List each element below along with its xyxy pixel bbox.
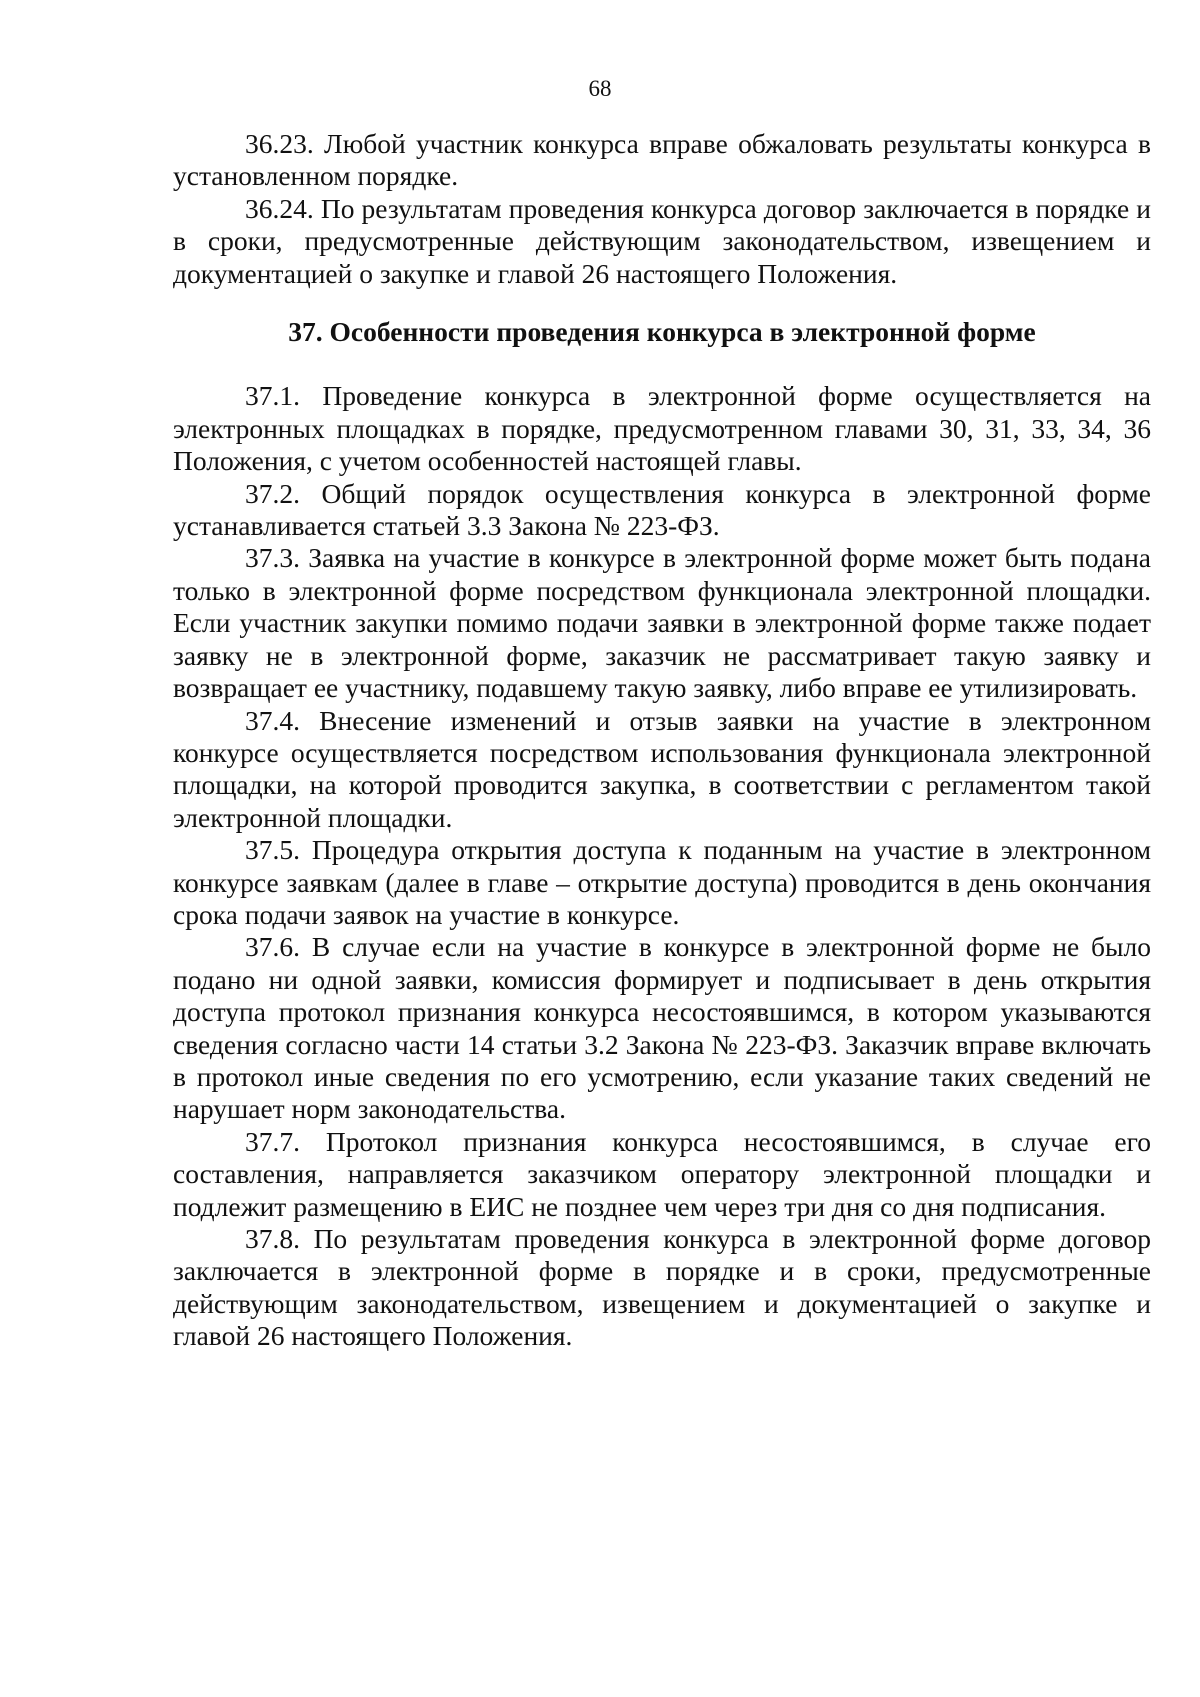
- paragraph-37-4: 37.4. Внесение изменений и отзыв заявки на участие в электронном конкурсе осуществляется посредством использования функционала электронной площадки, на которой проводится закупка, в соответствии с регламентом такой электронной площадки.: [173, 704, 1151, 833]
- paragraph-37-1: 37.1. Проведение конкурса в электронной форме осуществляется на электронных площадках в порядке, предусмотренном главами 30, 31, 33, 34, 36 Положения, с учетом особенностей настоящей главы.: [173, 380, 1151, 477]
- paragraph-37-7: 37.7. Протокол признания конкурса несостоявшимся, в случае его составления, направляется заказчиком оператору электронной площадки и подлежит размещению в ЕИС не позднее чем через три дня со дня подписания.: [173, 1125, 1151, 1222]
- paragraph-37-3: 37.3. Заявка на участие в конкурсе в электронной форме может быть подана только в электронной форме посредством функционала электронной площадки. Если участник закупки помимо подачи заявки в электронной форме также подает заявку не в электронной форме, заказчик не рассматривает такую заявку и возвращает ее участнику, подавшему такую заявку, либо вправе ее утилизировать.: [173, 542, 1151, 704]
- document-body: [173, 128, 1151, 1353]
- section-heading: 37. Особенности проведения конкурса в электронной форме: [288, 316, 1036, 348]
- paragraph-37-8: 37.8. По результатам проведения конкурса в электронной форме договор заключается в электронной форме в порядке и в сроки, предусмотренные действующим законодательством, извещением и документацией о закупке и главой 26 настоящего Положения.: [173, 1223, 1151, 1352]
- page-number: 68: [588, 76, 612, 101]
- paragraph-37-5: 37.5. Процедура открытия доступа к поданным на участие в электронном конкурсе заявкам (далее в главе – открытие доступа) проводится в день окончания срока подачи заявок на участие в конкурсе.: [173, 834, 1151, 930]
- paragraph-37-2: 37.2. Общий порядок осуществления конкурса в электронной форме устанавливается статьей 3.3 Закона № 223-ФЗ.: [173, 477, 1151, 542]
- paragraph-36-23: 36.23. Любой участник конкурса вправе обжаловать результаты конкурса в установленном порядке.: [173, 128, 1151, 192]
- paragraph-37-6: 37.6. В случае если на участие в конкурсе в электронной форме не было подано ни одной заявки, комиссия формирует и подписывает в день открытия доступа протокол признания конкурса несостоявшимся, в котором указываются сведения согласно части 14 статьи 3.2 Закона № 223-ФЗ. Заказчик вправе включать в протокол иные сведения по его усмотрению, если указание таких сведений не нарушает норм законодательства.: [173, 931, 1151, 1125]
- paragraph-36-24: 36.24. По результатам проведения конкурса договор заключается в порядке и в сроки, предусмотренные действующим законодательством, извещением и документацией о закупке и главой 26 настоящего Положения.: [173, 192, 1151, 289]
